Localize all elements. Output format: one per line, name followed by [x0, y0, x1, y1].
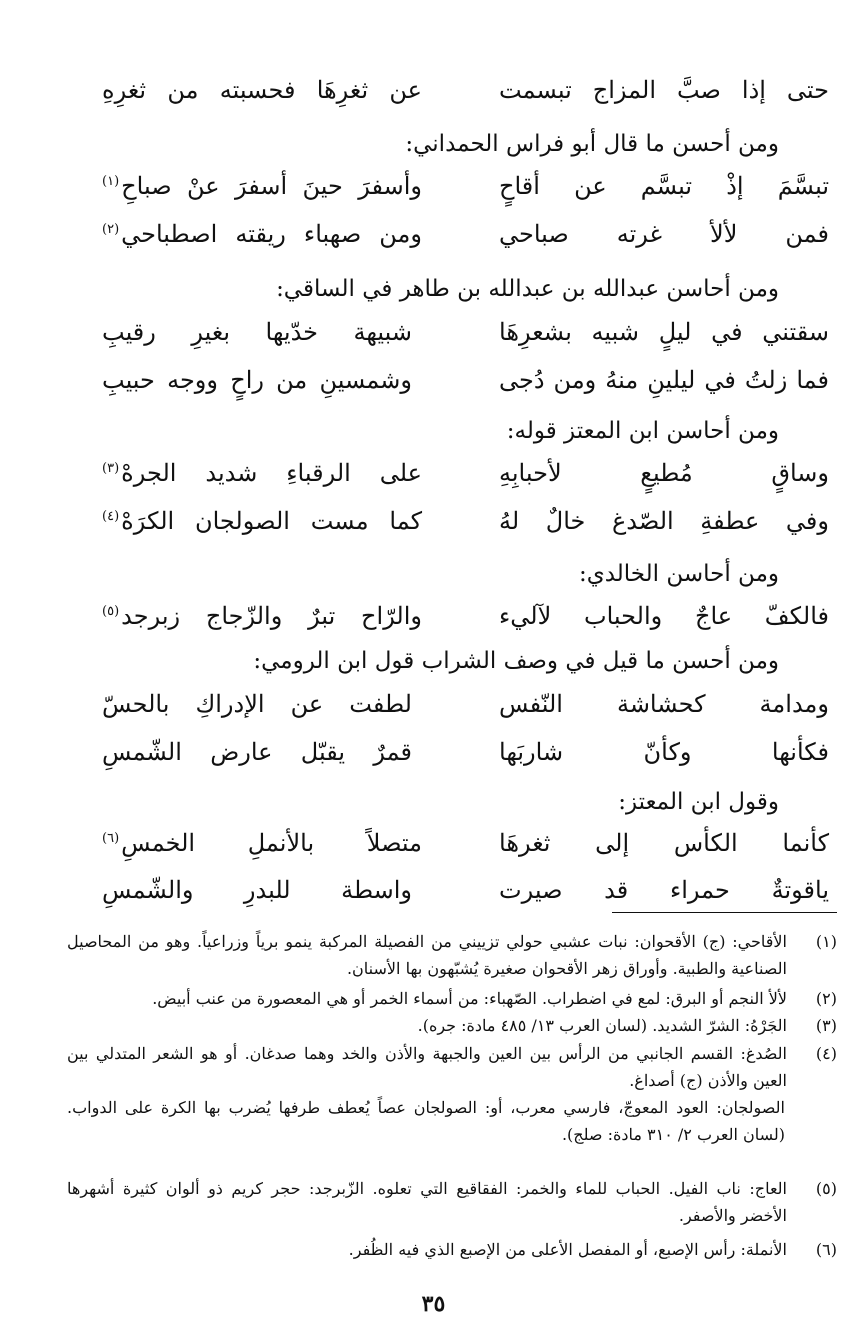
verse-4-second-hemistich: شبيهة خدّيها بغيرِ رقيبِ [102, 318, 412, 346]
footnote-ref-2: (٢) [102, 222, 120, 237]
verse-9-second-hemistich: لطفت عن الإدراكِ بالحسّ [102, 690, 412, 718]
verse-7-second-hemistich [102, 507, 422, 535]
footnote-ref-4: (٤) [102, 509, 120, 524]
footnote-text: الأقاحي: (ج) الأقحوان: نبات عشبي حولي تزييني من الفصيلة المركبة ينمو برياً وزراعياً. وهو من المحاصيل الصناعية والطبية. وأوراق زهر الأقحوان صغيرة يُشبّهون بها الأسنان. [67, 932, 787, 978]
intro-al-khalidi: ومن أحاسن الخالدي: [578, 561, 779, 587]
footnote-text: الجَرْهُ: الشرّ الشديد. (لسان العرب ١٣/ ٤٨٥ مادة: جره). [417, 1016, 787, 1035]
footnote-number: (٢) [815, 989, 837, 1008]
hemistich-text: ومن صهباء ريقته اصطباحي [121, 220, 422, 248]
verse-4-first-hemistich: سقتني في ليلٍ شبيه بشعرِهَا [499, 318, 829, 346]
verse-12-first-hemistich: ياقوتةٌ حمراء قد صيرت [499, 876, 829, 904]
verse-2-second-hemistich [102, 172, 422, 200]
hemistich-text: والرّاح تبرٌ والزّجاج زبرجد [121, 602, 422, 630]
hemistich-text: على الرقباءِ شديد الجرهْ [121, 459, 422, 487]
footnote-5 [67, 1175, 837, 1229]
footnote-ref-1: (١) [102, 174, 120, 189]
intro-ibn-al-rumi: ومن أحسن ما قيل في وصف الشراب قول ابن الرومي: [253, 648, 779, 674]
footnote-text: العاج: ناب الفيل. الحباب للماء والخمر: الفقاقيع التي تعلوه. الزّبرجد: حجر كريم ذو ألوان كثيرة أشهرها الأخضر والأصفر. [67, 1179, 787, 1225]
verse-5-second-hemistich: وشمسينِ من راحٍ ووجه حبيبِ [102, 366, 412, 394]
footnote-ref-5: (٥) [102, 604, 120, 619]
intro-ibn-al-mutazz-1: ومن أحاسن ابن المعتز قوله: [506, 418, 779, 444]
verse-11-second-hemistich [102, 829, 422, 857]
footnote-1 [67, 928, 837, 982]
hemistich-text: عن ثغرِهَا فحسبته من ثغرِهِ [102, 76, 422, 104]
footnote-text-continued: الصولجان: العود المعوجّ، فارسي معرب، أو: الصولجان عصاً يُعطف طرفها يُضرب بها الكرة على الدواب. (لسان العرب ٢/ ٣١٠ مادة: صلج). [67, 1098, 786, 1144]
intro-ibn-al-mutazz-2: وقول ابن المعتز: [618, 789, 779, 815]
footnote-text: لألأ النجم أو البرق: لمع في اضطراب. الصّهباء: من أسماء الخمر أو هي المعصورة من عنب أبيض. [152, 989, 787, 1008]
verse-2-first-hemistich: تبسَّمَ إذْ تبسَّم عن أقاحٍ [499, 172, 829, 200]
footnote-number: (٦) [815, 1240, 837, 1259]
footnote-text: الصُدغ: القسم الجانبي من الرأس بين العين والجبهة والأذن والخد وهما صدغان. أو هو الشعر المتدلي بين العين والأذن (ج) أصداغ. [67, 1044, 787, 1090]
page-number: ٣٥ [421, 1291, 446, 1317]
verse-6-second-hemistich [102, 459, 422, 487]
footnote-3 [67, 1012, 837, 1039]
footnote-text: الأنملة: رأس الإصبع، أو المفصل الأعلى من الإصبع الذي فيه الظُفر. [348, 1240, 787, 1259]
verse-11-first-hemistich: كأنما الكأس إلى ثغرهَا [499, 829, 829, 857]
footnote-number: (٣) [815, 1016, 837, 1035]
footnote-number: (١) [815, 932, 837, 951]
intro-ibn-tahir: ومن أحاسن عبدالله بن عبدالله بن طاهر في الساقي: [276, 276, 779, 302]
footnote-ref-6: (٦) [102, 831, 120, 846]
footnote-number: (٤) [815, 1044, 837, 1063]
verse-1-second-hemistich [102, 76, 422, 104]
verse-1-first-hemistich: حتى إذا صبَّ المزاج تبسمت [499, 76, 829, 104]
verse-10-second-hemistich: قمرٌ يقبّل عارض الشّمسِ [102, 738, 412, 766]
verse-10-first-hemistich: فكأنها وكأنّ شاربَها [499, 738, 829, 766]
hemistich-text: كما مست الصولجان الكرَهْ [121, 507, 422, 535]
verse-6-first-hemistich: وساقٍ مُطيعٍ لأحبابِهِ [499, 459, 829, 487]
footnote-ref-3: (٣) [102, 461, 120, 476]
verse-3-first-hemistich: فمن لألأ غرته صباحي [499, 220, 829, 248]
footnote-6 [67, 1236, 837, 1263]
footnote-number: (٥) [815, 1179, 837, 1198]
verse-5-first-hemistich: فما زلتُ في ليلينِ منهُ ومن دُجى [499, 366, 829, 394]
intro-abu-firas: ومن أحسن ما قال أبو فراس الحمداني: [405, 131, 779, 157]
footnote-4 [67, 1040, 837, 1148]
hemistich-text: متصلاً بالأنملِ الخمسِ [121, 829, 422, 857]
footnote-2 [67, 985, 837, 1012]
verse-7-first-hemistich: وفي عطفةِ الصّدغ خالٌ لهُ [499, 507, 829, 535]
verse-12-second-hemistich: واسطة للبدرِ والشّمسِ [102, 876, 412, 904]
verse-9-first-hemistich: ومدامة كحشاشة النّفس [499, 690, 829, 718]
verse-8-second-hemistich [102, 602, 422, 630]
verse-8-first-hemistich: فالكفّ عاجٌ والحباب لآليء [499, 602, 829, 630]
footnote-separator [612, 912, 837, 913]
hemistich-text: وأسفرَ حينَ أسفرَ عنْ صباحِ [121, 172, 422, 200]
verse-3-second-hemistich [102, 220, 422, 248]
